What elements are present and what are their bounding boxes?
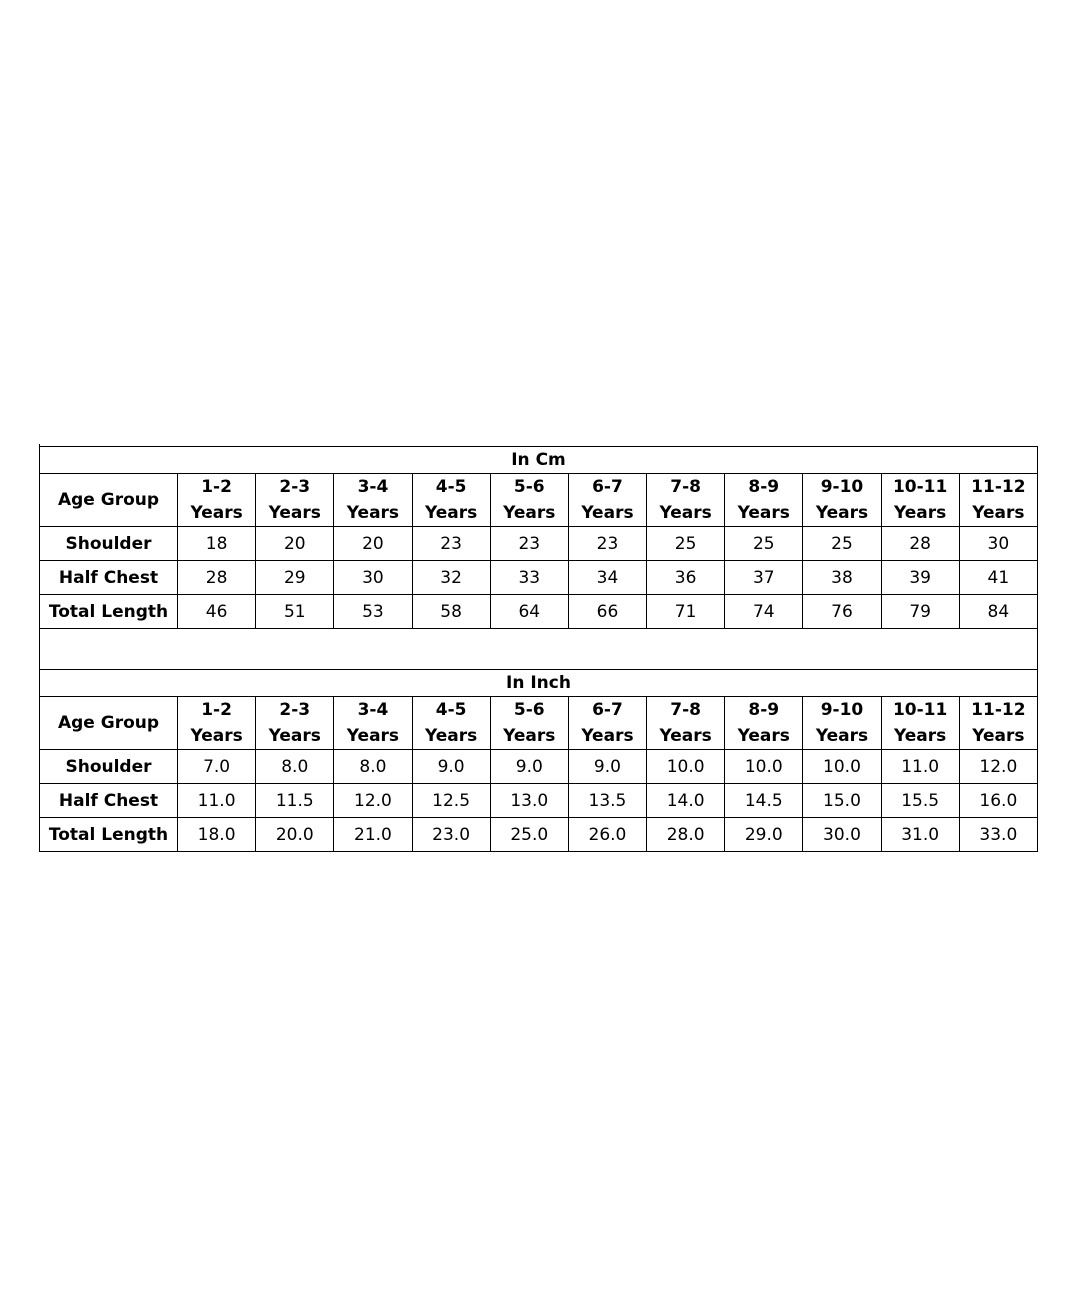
age-group-label: Age Group (40, 697, 178, 750)
age-group-header (881, 474, 959, 527)
measurement-value: 8.0 (256, 750, 334, 784)
age-unit: Years (581, 726, 634, 746)
age-range: 3-4 (357, 700, 389, 720)
measurement-value: 33.0 (959, 818, 1037, 852)
measurement-value: 25 (725, 527, 803, 561)
age-range: 10-11 (892, 477, 948, 497)
age-unit: Years (346, 503, 400, 523)
measurement-value: 12.0 (959, 750, 1037, 784)
age-range: 9-10 (820, 700, 864, 720)
measurement-value: 11.0 (881, 750, 959, 784)
age-range: 8-9 (748, 700, 780, 720)
measurement-label: Total Length (40, 595, 178, 629)
age-group-label: Age Group (40, 474, 178, 527)
age-range: 7-8 (670, 700, 701, 720)
age-group-header (647, 474, 725, 527)
table-row (40, 561, 1038, 595)
age-group-header-row-cm (40, 474, 1038, 527)
measurement-value: 21.0 (334, 818, 412, 852)
table-row (40, 527, 1038, 561)
measurement-value: 79 (881, 595, 959, 629)
measurement-value: 58 (412, 595, 490, 629)
age-group-header (725, 474, 803, 527)
size-chart (39, 446, 1038, 852)
measurement-value: 13.0 (490, 784, 568, 818)
age-unit: Years (894, 503, 947, 523)
measurement-value: 25 (803, 527, 881, 561)
measurement-value: 84 (959, 595, 1037, 629)
age-range: 6-7 (592, 700, 623, 720)
measurement-value: 30 (334, 561, 412, 595)
measurement-value: 26.0 (568, 818, 646, 852)
measurement-value: 41 (959, 561, 1037, 595)
measurement-value: 53 (334, 595, 412, 629)
age-unit: Years (815, 726, 869, 746)
measurement-value: 18.0 (178, 818, 256, 852)
measurement-value: 32 (412, 561, 490, 595)
age-unit: Years (972, 503, 1025, 523)
age-range: 1-2 (201, 477, 232, 497)
age-group-header (725, 697, 803, 750)
measurement-value: 10.0 (803, 750, 881, 784)
measurement-label: Shoulder (40, 527, 178, 561)
age-range: 10-11 (892, 700, 948, 720)
age-unit: Years (503, 726, 556, 746)
age-unit: Years (737, 503, 790, 523)
measurement-value: 39 (881, 561, 959, 595)
age-group-header (568, 474, 646, 527)
measurement-value: 25.0 (490, 818, 568, 852)
age-group-header (178, 697, 256, 750)
measurement-value: 33 (490, 561, 568, 595)
age-group-header (412, 474, 490, 527)
measurement-value: 14.5 (725, 784, 803, 818)
measurement-value: 9.0 (412, 750, 490, 784)
measurement-value: 10.0 (647, 750, 725, 784)
age-group-header (412, 697, 490, 750)
age-range: 2-3 (279, 477, 311, 497)
age-range: 6-7 (592, 477, 623, 497)
table-row (40, 750, 1038, 784)
table-row (40, 818, 1038, 852)
age-group-header (256, 697, 334, 750)
measurement-value: 23.0 (412, 818, 490, 852)
age-range: 1-2 (201, 700, 232, 720)
table-spacer (40, 629, 1038, 670)
measurement-value: 71 (647, 595, 725, 629)
age-group-header (256, 474, 334, 527)
age-group-header (178, 474, 256, 527)
measurement-label: Shoulder (40, 750, 178, 784)
measurement-value: 36 (647, 561, 725, 595)
age-range: 4-5 (435, 477, 467, 497)
measurement-value: 76 (803, 595, 881, 629)
age-group-header (959, 474, 1037, 527)
measurement-label: Total Length (40, 818, 178, 852)
measurement-value: 20 (334, 527, 412, 561)
measurement-value: 7.0 (178, 750, 256, 784)
measurement-value: 16.0 (959, 784, 1037, 818)
measurement-value: 29 (256, 561, 334, 595)
age-group-header (959, 697, 1037, 750)
age-unit: Years (503, 503, 556, 523)
table-row (40, 784, 1038, 818)
age-unit: Years (346, 726, 400, 746)
age-range: 4-5 (435, 700, 467, 720)
measurement-value: 66 (568, 595, 646, 629)
measurement-value: 64 (490, 595, 568, 629)
measurement-value: 9.0 (490, 750, 568, 784)
age-range: 5-6 (513, 477, 545, 497)
measurement-value: 51 (256, 595, 334, 629)
measurement-value: 12.0 (334, 784, 412, 818)
age-range: 8-9 (748, 477, 780, 497)
age-range: 7-8 (670, 477, 701, 497)
age-group-header (490, 697, 568, 750)
measurement-value: 20.0 (256, 818, 334, 852)
size-chart-body (40, 447, 1038, 852)
measurement-value: 11.0 (178, 784, 256, 818)
age-unit: Years (659, 726, 712, 746)
age-unit: Years (737, 726, 790, 746)
measurement-value: 28.0 (647, 818, 725, 852)
measurement-value: 28 (881, 527, 959, 561)
measurement-label: Half Chest (40, 784, 178, 818)
age-group-header (803, 697, 881, 750)
measurement-value: 37 (725, 561, 803, 595)
table-row (40, 595, 1038, 629)
age-unit: Years (268, 726, 321, 746)
age-group-header (647, 697, 725, 750)
age-range: 5-6 (513, 700, 545, 720)
measurement-value: 74 (725, 595, 803, 629)
age-group-header (334, 474, 412, 527)
age-unit: Years (972, 726, 1025, 746)
age-unit: Years (815, 503, 869, 523)
measurement-value: 8.0 (334, 750, 412, 784)
measurement-value: 34 (568, 561, 646, 595)
table-title-row-cm (40, 447, 1038, 474)
age-range: 11-12 (971, 700, 1026, 720)
age-group-header (568, 697, 646, 750)
measurement-value: 11.5 (256, 784, 334, 818)
table-title-row-inch (40, 670, 1038, 697)
age-group-header (803, 474, 881, 527)
measurement-value: 46 (178, 595, 256, 629)
measurement-value: 25 (647, 527, 725, 561)
age-group-header (334, 697, 412, 750)
table-spacer-row (40, 629, 1038, 670)
measurement-label: Half Chest (40, 561, 178, 595)
age-group-header (881, 697, 959, 750)
age-range: 3-4 (357, 477, 389, 497)
age-unit: Years (268, 503, 321, 523)
measurement-value: 14.0 (647, 784, 725, 818)
measurement-value: 30.0 (803, 818, 881, 852)
measurement-value: 30 (959, 527, 1037, 561)
measurement-value: 9.0 (568, 750, 646, 784)
measurement-value: 20 (256, 527, 334, 561)
measurement-value: 28 (178, 561, 256, 595)
age-group-header (490, 474, 568, 527)
table-title-inch: In Inch (40, 670, 1038, 697)
measurement-value: 31.0 (881, 818, 959, 852)
age-unit: Years (190, 726, 243, 746)
measurement-value: 12.5 (412, 784, 490, 818)
measurement-value: 29.0 (725, 818, 803, 852)
measurement-value: 15.0 (803, 784, 881, 818)
age-unit: Years (424, 503, 478, 523)
age-unit: Years (581, 503, 634, 523)
age-group-header-row-inch (40, 697, 1038, 750)
age-range: 11-12 (971, 477, 1026, 497)
size-chart-table (39, 446, 1038, 852)
measurement-value: 10.0 (725, 750, 803, 784)
measurement-value: 38 (803, 561, 881, 595)
age-range: 2-3 (279, 700, 311, 720)
age-unit: Years (659, 503, 712, 523)
age-unit: Years (190, 503, 243, 523)
measurement-value: 18 (178, 527, 256, 561)
age-range: 9-10 (820, 477, 864, 497)
table-title-cm: In Cm (40, 447, 1038, 474)
measurement-value: 23 (412, 527, 490, 561)
age-unit: Years (894, 726, 947, 746)
measurement-value: 23 (568, 527, 646, 561)
measurement-value: 15.5 (881, 784, 959, 818)
measurement-value: 13.5 (568, 784, 646, 818)
measurement-value: 23 (490, 527, 568, 561)
age-unit: Years (424, 726, 478, 746)
